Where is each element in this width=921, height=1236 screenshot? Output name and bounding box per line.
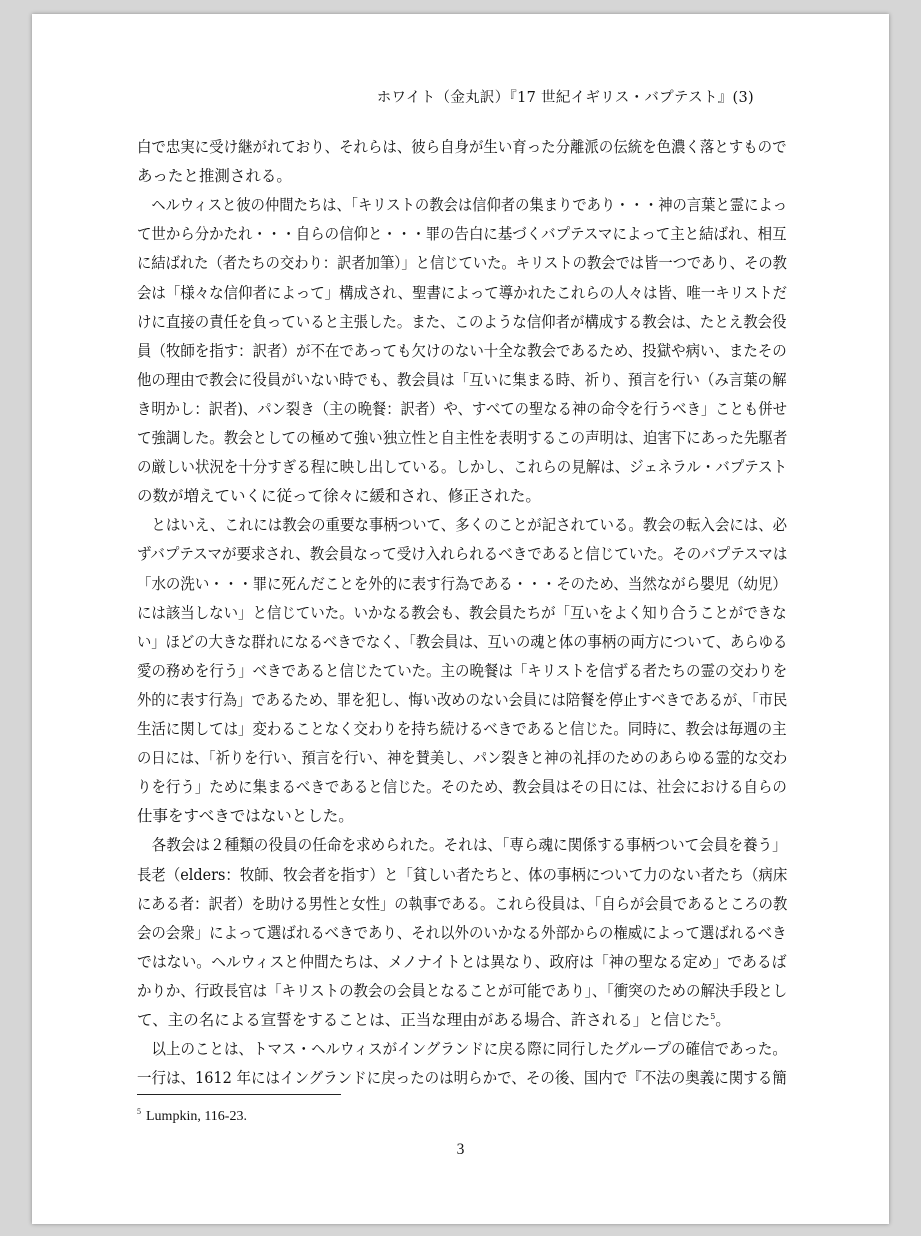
- text-line: [137, 863, 787, 885]
- text-line-content: にある者：訳者）を助ける男性と女性」の執事である。これら役員は、「自らが会員であるところの教: [137, 894, 788, 913]
- text-line-content: 他の理由で教会に役員がいない時でも、教会員は「互いに集まる時、祈り、預言を行い（み言葉の解: [137, 370, 787, 389]
- text-line-content: の日には、「祈りを行い、預言を行い、神を賛美し、パン裂きと神の礼拝のためのあらゆる霊的な交わ: [137, 749, 788, 768]
- text-line: [137, 542, 787, 564]
- footnote-text: Lumpkin, 116-23.: [146, 1109, 247, 1124]
- text-line: [137, 281, 787, 303]
- text-line: [137, 484, 541, 506]
- footnote-reference[interactable]: 5: [710, 1012, 716, 1021]
- text-line-content: 長老（elders：牧師、牧会者を指す）と「貧しい者たちと、体の事柄について力のない者たち（病床: [137, 865, 788, 884]
- text-line: [137, 746, 787, 768]
- text-line-content: に結ばれた（者たちの交わり：訳者加筆）」と信じていた。キリストの教会では皆一つであり、その教: [137, 254, 787, 273]
- page-number: 3: [456, 1141, 465, 1158]
- text-line: [137, 455, 787, 477]
- footnote: [137, 1107, 247, 1125]
- text-line: [137, 135, 787, 157]
- text-line-content: 生活に関しては」変わることなく交わりを持ち続けるべきであると信じた。同時に、教会は毎週の主: [137, 720, 787, 738]
- text-line-content: 以上のことは、トマス・ヘルウィスがイングランドに戻る際に同行したグループの確信であった。: [137, 1040, 787, 1059]
- text-line: [137, 310, 787, 332]
- text-line: [137, 339, 787, 361]
- text-line-content: の数が増えていくに従って徐々に緩和され、修正された。: [137, 487, 541, 506]
- text-line-content: の厳しい状況を十分すぎる程に映し出している。しかし、これらの見解は、ジェネラル・バプテスト: [137, 458, 788, 477]
- text-line: [137, 833, 787, 855]
- text-line: [137, 775, 787, 797]
- text-line: [137, 426, 787, 448]
- text-line: [137, 368, 787, 390]
- text-line: [137, 397, 787, 419]
- sentence-end: 。: [715, 1011, 731, 1029]
- text-line: [137, 251, 787, 273]
- text-line-content: りを行う」ために集まるべきであると信じた。そのため、教会員はその日には、社会における自らの: [137, 778, 787, 797]
- text-line: [137, 1008, 731, 1030]
- text-line-content: 会の会衆」によって選ばれるべきであり、それ以外のいかなる外部からの権威によって選ばれるべき: [137, 923, 787, 942]
- text-line: [137, 572, 787, 594]
- running-head: ホワイト（金丸訳）『17 世紀イギリス・バプテスト』(3): [376, 90, 754, 106]
- text-line: [137, 193, 787, 215]
- text-line: [137, 950, 787, 972]
- text-line: [137, 1066, 787, 1088]
- text-line-content: ではない。ヘルウィスと仲間たちは、メノナイトとは異なり、政府は「神の聖なる定め」であるば: [137, 952, 787, 971]
- text-line: [137, 222, 787, 244]
- footnote-number: 5: [137, 1107, 141, 1116]
- text-line-content: 会は「様々な信仰者によって」構成され、聖書によって導かれたこれらの人々は皆、唯一キリストだ: [137, 283, 788, 302]
- text-line-content: 員（牧師を指す：訳者）が不在であっても欠けのない十全な教会であるため、投獄や病い、またその: [137, 341, 787, 360]
- footnote-divider: [137, 1094, 341, 1095]
- text-line: [137, 630, 787, 652]
- text-line-content: けに直接の責任を負っていると主張した。また、このような信仰者が構成する教会は、たとえ教会役: [137, 312, 787, 331]
- text-line-content: い」ほどの大きな群れになるべきでなく、「教会員は、互いの魂と体の事柄の両方について、あらゆる: [137, 632, 788, 651]
- text-line-content: て強調した。教会としての極めて強い独立性と自主性を表明するこの声明は、迫害下にあった先駆者: [137, 429, 788, 447]
- text-line: [137, 921, 787, 943]
- text-line: [137, 164, 292, 186]
- text-line: [137, 804, 354, 826]
- text-line-content: 仕事をすべきではないとした。: [137, 807, 354, 826]
- text-line: [137, 892, 787, 914]
- text-line-content: には該当しない」と信じていた。いかなる教会も、教会員たちが「互いをよく知り合うことができな: [137, 603, 787, 622]
- text-line-content: 「水の洗い・・・罪に死んだことを外的に表す行為である・・・そのため、当然ながら嬰児（幼児）: [137, 574, 787, 593]
- text-line-content: 外的に表す行為」であるため、罪を犯し、悔い改めのない会員には陪餐を停止すべきであるが、「市民: [137, 690, 788, 709]
- text-line-content: て、主の名による宣誓をすることは、正当な理由がある場合、許される」と信じた: [137, 1011, 711, 1029]
- text-line: [137, 717, 787, 739]
- text-line: [137, 979, 787, 1001]
- text-line-content: ずバプテスマが要求され、教会員なって受け入れられるべきであると信じていた。そのバプテスマは: [137, 545, 788, 564]
- text-line-content: 一行は、1612 年にはイングランドに戻ったのは明らかで、その後、国内で『不法の奥義に関する簡: [137, 1069, 787, 1088]
- text-line-content: て世から分かたれ・・・自らの信仰と・・・罪の告白に基づくバプテスマによって主と結ばれ、相互: [137, 225, 787, 244]
- text-line-content: あったと推測される。: [137, 167, 292, 186]
- text-line: [137, 1037, 787, 1059]
- text-line-content: ヘルウィスと彼の仲間たちは、「キリストの教会は信仰者の集まりであり・・・神の言葉と霊によっ: [137, 196, 788, 215]
- text-line: [137, 659, 787, 681]
- text-line-content: かりか、行政長官は「キリストの教会の会員となることが可能であり」、「衝突のための解決手段とし: [137, 981, 788, 1000]
- document-page: [32, 14, 889, 1224]
- text-line: [137, 601, 787, 623]
- text-line-content: とはいえ、これには教会の重要な事柄ついて、多くのことが記されている。教会の転入会には、必: [137, 516, 788, 535]
- text-line-content: 白で忠実に受け継がれており、それらは、彼ら自身が生い育った分離派の伝統を色濃く落とすもので: [137, 138, 787, 156]
- text-line-content: 愛の務めを行う」べきであると信じたていた。主の晩餐は「キリストを信ずる者たちの霊の交わりを: [137, 661, 788, 680]
- text-line: [137, 688, 787, 710]
- text-line-content: 各教会は２種類の役員の任命を求められた。それは、「専ら魂に関係する事柄ついて会員を養う」: [137, 836, 787, 855]
- text-line: [137, 513, 787, 535]
- text-line-content: き明かし：訳者)、パン裂き（主の晩餐：訳者）や、すべての聖なる神の命令を行うべき」ことも併せ: [137, 399, 787, 418]
